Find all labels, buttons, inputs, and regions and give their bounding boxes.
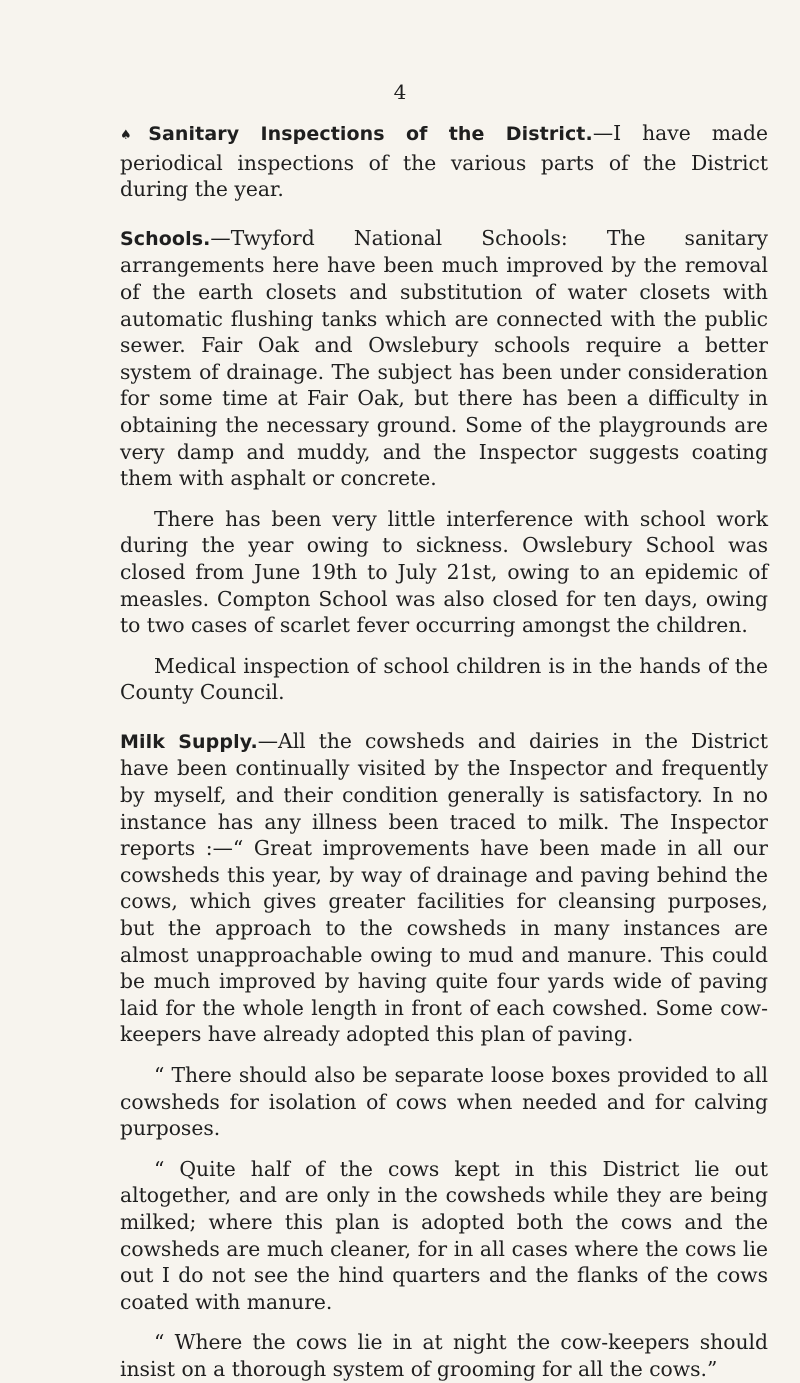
paragraph-cows-lie-out: “ Quite half of the cows kept in this District lie out altogether, and are only in the cowsheds while they are being milked; where this plan is adopted both the cows and the cowsheds are much cleaner, for in all cases where the cows lie out I do not see the hind quarters and the flanks of the cows coated with manure. bbox=[120, 1156, 768, 1314]
paragraph-schools bbox=[120, 225, 768, 492]
paragraph-sanitary-inspections bbox=[120, 120, 768, 203]
text-schools: —Twyford National Schools: The sanitary arrangements here have been much improved by the removal of the earth closets and substitution of water closets with automatic flushing tanks which are connected with the public sewer. Fair Oak and Owslebury schools require a better system of drainage. The subject has been under consideration for some time at Fair Oak, but there has been a difficulty in obtaining the necessary ground. Some of the playgrounds are very damp and muddy, and the Inspector suggests coating them with asphalt or concrete. bbox=[120, 225, 768, 491]
section-marker-icon: ♠ bbox=[120, 128, 147, 143]
paragraph-medical-inspection: Medical inspection of school children is in the hands of the County Council. bbox=[120, 653, 768, 705]
paragraph-grooming: “ Where the cows lie in at night the cow-keepers should insist on a thorough system of grooming for all the cows.” bbox=[120, 1330, 768, 1381]
paragraph-milk-supply bbox=[120, 728, 768, 1048]
paragraph-loose-boxes: “ There should also be separate loose boxes provided to all cowsheds for isolation of cows when needed and for calving purposes. bbox=[120, 1063, 768, 1141]
page-body bbox=[120, 120, 768, 1383]
text-milk-supply: —All the cowsheds and dairies in the District have been continually visited by the Inspector and frequently by myself, and their condition generally is satisfactory. In no instance has any illness been traced to milk. The Inspector reports :—“ Great improvements have been made in all our cowsheds this year, by way of drainage and paving behind the cows, which gives greater facilities for cleansing purposes, but the approach to the cowsheds in many instances are almost unapproachable owing to mud and manure. This could be much improved by having quite four yards wide of paving laid for the whole length in front of each cowshed. Some cow-keepers have already adopted this plan of paving. bbox=[120, 728, 768, 1047]
page-number: 4 bbox=[393, 80, 407, 104]
heading-milk-supply: Milk Supply. bbox=[120, 730, 258, 753]
heading-schools: Schools. bbox=[120, 227, 211, 250]
text-sanitary-inspections: —I have made periodical inspections of the various parts of the District during the year. bbox=[120, 121, 769, 202]
heading-sanitary-inspections: Sanitary Inspections of the District. bbox=[148, 123, 593, 145]
paragraph-school-closures: There has been very little interference with school work during the year owing to sickness. Owslebury School was closed from June 19th to July 21st, owing to an epidemic of measles. Compton School was also closed for ten days, owing to two cases of scarlet fever occurring amongst the children. bbox=[120, 506, 768, 638]
